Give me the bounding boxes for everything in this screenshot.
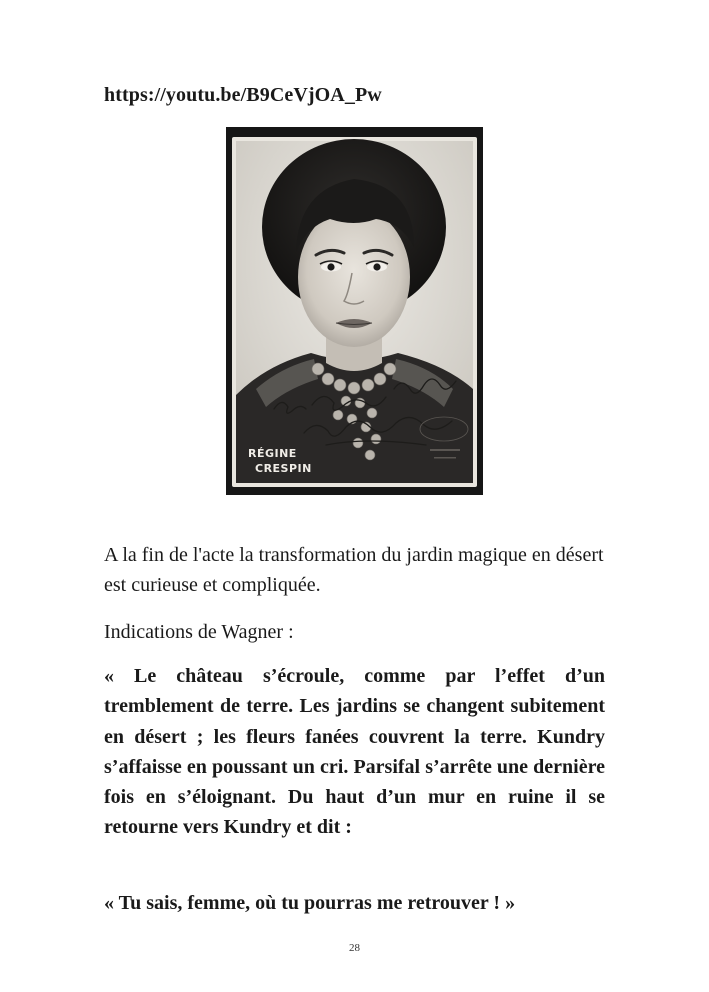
portrait-photo bbox=[226, 127, 483, 495]
parsifal-quote: « Tu sais, femme, où tu pourras me retrouver ! » bbox=[104, 892, 516, 914]
page-number: 28 bbox=[349, 942, 360, 954]
caption-first-name: RÉGINE bbox=[248, 447, 297, 460]
paragraph-transformation: A la fin de l'acte la transformation du jardin magique en désert est curieuse et compliquée. bbox=[104, 544, 604, 596]
youtube-link[interactable]: https://youtu.be/B9CeVjOA_Pw bbox=[104, 84, 382, 106]
wagner-quote: « Le château s’écroule, comme par l’effet d’un tremblement de terre. Les jardins se changent subitement en désert ; les fleurs fanées couvrent la terre. Kundry s’affaisse en poussant un cri. Parsifal s’arrête une dernière fois en s’éloignant. Du haut d’un mur en ruine il se retourne vers Kundry et dit : bbox=[104, 665, 605, 839]
paragraph-indications: Indications de Wagner : bbox=[104, 621, 294, 643]
caption-last-name: CRESPIN bbox=[255, 462, 312, 475]
portrait-image bbox=[226, 127, 483, 495]
